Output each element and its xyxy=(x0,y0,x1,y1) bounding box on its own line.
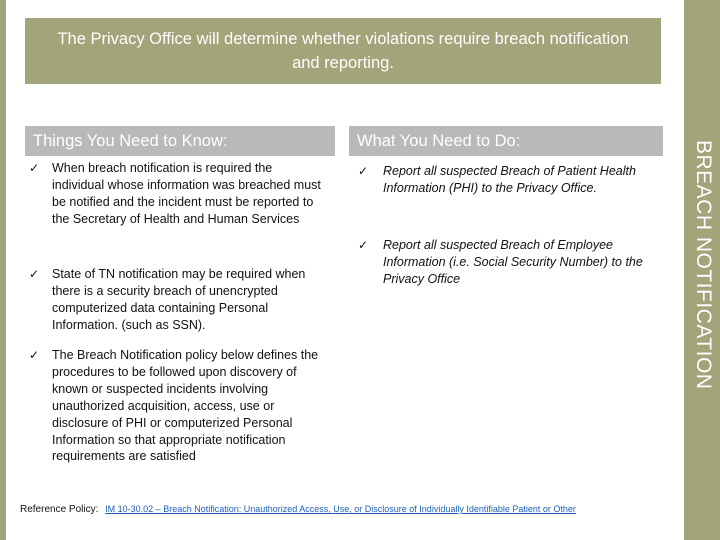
checkmark-icon: ✓ xyxy=(29,161,40,175)
list-item xyxy=(358,237,658,288)
list-item-text: When breach notification is required the individual whose information was breached must be notified and the incident must be reported to the Secretary of Health and Human Services xyxy=(52,161,321,226)
do-list xyxy=(358,163,658,288)
reference-policy xyxy=(20,504,576,515)
reference-label: Reference Policy: xyxy=(20,504,99,515)
checkmark-icon: ✓ xyxy=(29,348,40,362)
page-banner xyxy=(25,18,661,84)
list-item-text: The Breach Notification policy below defines the procedures to be followed upon discovery of known or suspected incidents involving unauthorized acquisition, access, use or disclosure of PHI or computerized Personal Information so that appropriate notification requirements are satisfied xyxy=(52,348,319,464)
left-heading-text: Things You Need to Know: xyxy=(33,131,228,150)
checkmark-icon: ✓ xyxy=(358,238,369,252)
left-accent-stripe xyxy=(0,0,6,540)
checkmark-icon: ✓ xyxy=(29,267,40,281)
list-item xyxy=(29,266,329,347)
right-heading-text: What You Need to Do: xyxy=(357,131,521,150)
list-item-text: State of TN notification may be required when there is a security breach of unencrypted computerized data containing Personal Information. (such as SSN). xyxy=(52,267,306,332)
list-item xyxy=(358,163,658,237)
reference-policy-link[interactable]: IM 10-30.02 – Breach Notification: Unauthorized Access, Use, or Disclosure of Individually Identifiable Patient or Other xyxy=(105,504,576,514)
list-item xyxy=(29,160,329,266)
checkmark-icon: ✓ xyxy=(358,164,369,178)
banner-text: The Privacy Office will determine whether violations require breach notification and reporting. xyxy=(57,30,629,72)
right-column-heading xyxy=(349,126,663,156)
sidebar-title: BREACH NOTIFICATION xyxy=(692,140,715,390)
know-list xyxy=(29,160,329,465)
list-item xyxy=(29,347,329,465)
list-item-text: Report all suspected Breach of Employee Information (i.e. Social Security Number) to the Privacy Office xyxy=(383,238,643,286)
sidebar-band xyxy=(684,0,720,540)
list-item-text: Report all suspected Breach of Patient Health Information (PHI) to the Privacy Office. xyxy=(383,164,636,195)
left-column-heading xyxy=(25,126,335,156)
